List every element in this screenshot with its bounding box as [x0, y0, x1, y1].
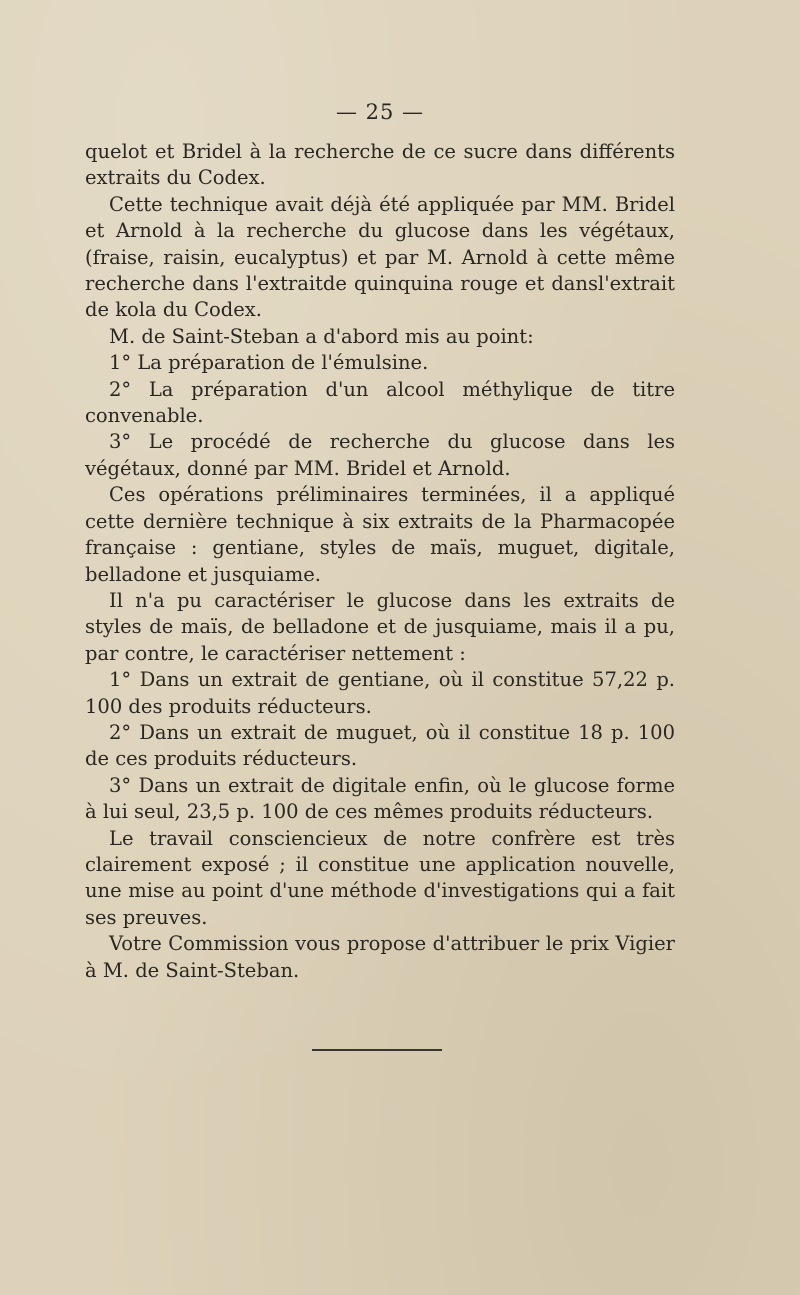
- paragraph: Votre Commission vous propose d'attribuer le prix Vigier à M. de Saint-Steban.: [85, 932, 675, 982]
- body-text: [85, 139, 675, 984]
- paragraph: Le travail consciencieux de notre confrère est très clairement exposé ; il constitue une application nouvelle, une mise au point d'une méthode d'investigations qui a fait ses preuves.: [85, 826, 675, 929]
- paragraph: Il n'a pu caractériser le glucose dans les extraits de styles de maïs, de belladone et de jusquiame, mais il a pu, par contre, le caractériser nettement :: [85, 588, 675, 665]
- paragraph: Cette technique avait déjà été appliquée par MM. Bridel et Arnold à la recherche du glucose dans les végétaux, (fraise, raisin, eucalyptus) et par M. Arnold à cette même recherche dans l'extraitde quinquina rouge et dansl'extrait de kola du Codex.: [85, 192, 675, 322]
- list-item: 3° Le procédé de recherche du glucose dans les végétaux, donné par MM. Bridel et Arnold.: [85, 430, 675, 480]
- paragraph: Ces opérations préliminaires terminées, il a appliqué cette dernière technique à six extraits de la Pharmacopée française : gentiane, styles de maïs, muguet, digitale, belladone et jusquiame.: [85, 483, 675, 586]
- list-item: 2° Dans un extrait de muguet, où il constitue 18 p. 100 de ces produits réducteurs.: [85, 720, 675, 771]
- list-item: 1° La préparation de l'émulsine.: [109, 351, 429, 375]
- paragraph: M. de Saint-Steban a d'abord mis au point:: [109, 324, 534, 348]
- list-item: 3° Dans un extrait de digitale enfin, où le glucose forme à lui seul, 23,5 p. 100 de ces mêmes produits réducteurs.: [85, 773, 675, 824]
- section-divider: [312, 1049, 442, 1051]
- list-item: 2° La préparation d'un alcool méthylique de titre convenable.: [85, 377, 675, 428]
- page-number: — 25 —: [335, 100, 425, 124]
- list-item: 1° Dans un extrait de gentiane, où il constitue 57,22 p. 100 des produits réducteurs.: [85, 668, 675, 718]
- paragraph: quelot et Bridel à la recherche de ce sucre dans différents extraits du Codex.: [85, 140, 675, 190]
